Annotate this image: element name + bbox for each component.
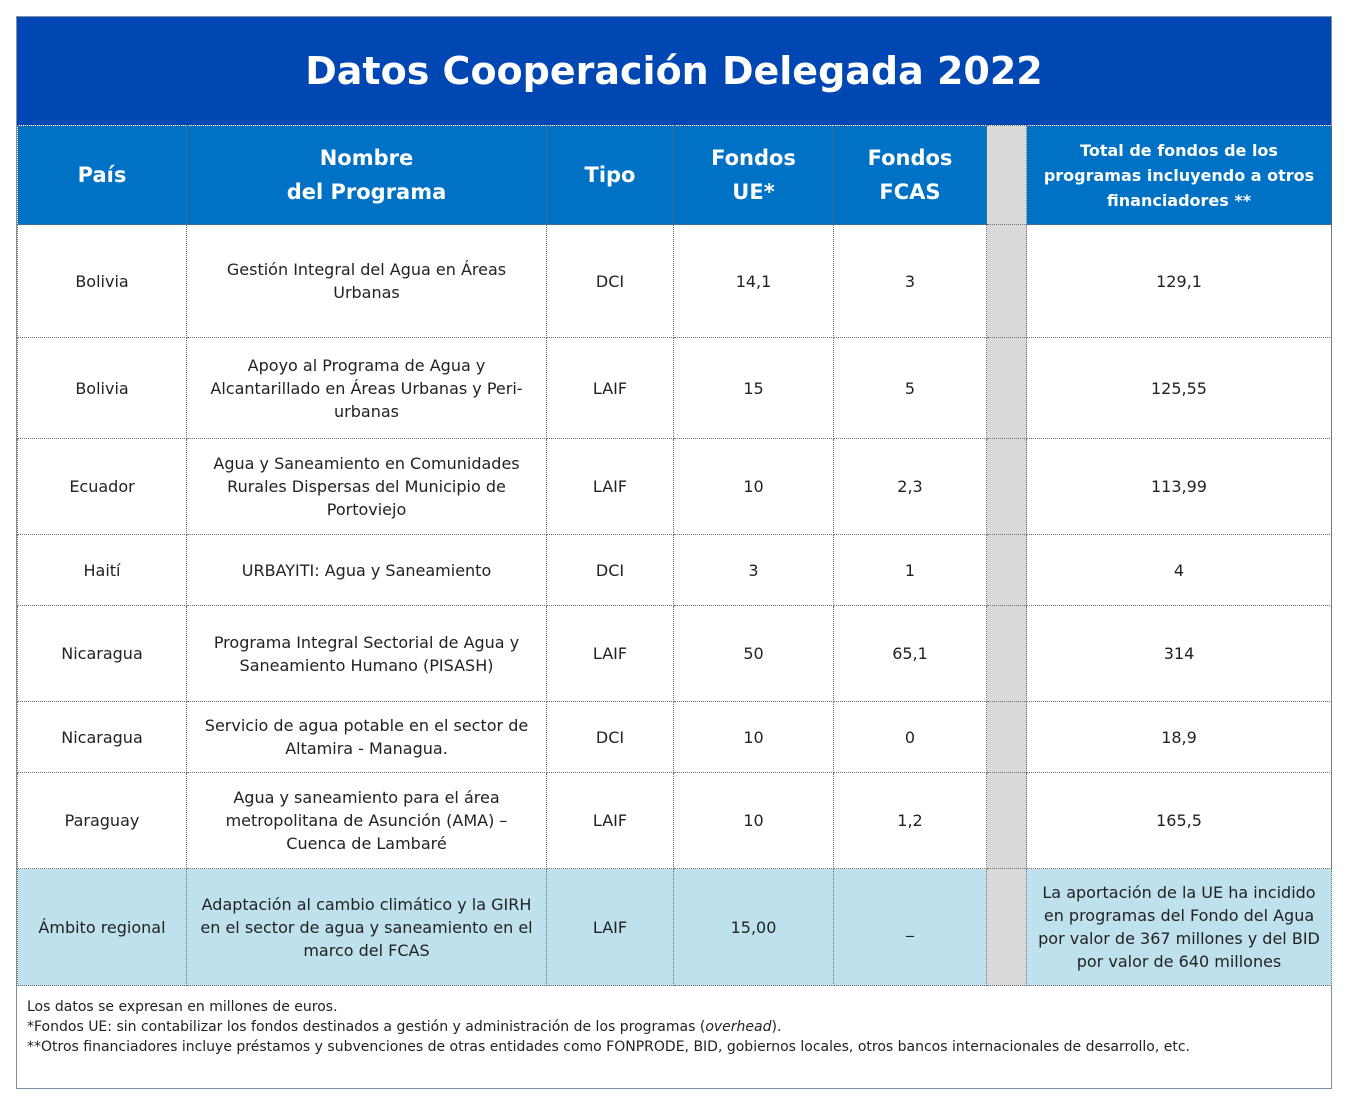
cell-pais: Ecuador	[18, 439, 187, 535]
header-fondos-fcas	[834, 126, 987, 225]
cell-gap	[987, 773, 1027, 869]
cell-programa: Programa Integral Sectorial de Agua y Saneamiento Humano (PISASH)	[187, 606, 547, 702]
table-frame	[16, 16, 1332, 1089]
cell-tipo: LAIF	[547, 773, 674, 869]
cell-pais: Haití	[18, 535, 187, 606]
cell-gap	[987, 338, 1027, 439]
cell-fondos-ue: 14,1	[674, 225, 834, 338]
cell-pais: Nicaragua	[18, 606, 187, 702]
cell-programa: Servicio de agua potable en el sector de Altamira - Managua.	[187, 702, 547, 773]
table-row	[18, 225, 1332, 338]
header-programa-line2: del Programa	[286, 180, 447, 204]
header-fondos-ue-line1: Fondos	[711, 146, 796, 170]
cell-tipo: DCI	[547, 225, 674, 338]
table-row	[18, 535, 1332, 606]
footnotes	[27, 997, 1317, 1057]
cell-pais: Nicaragua	[18, 702, 187, 773]
header-fondos-ue	[674, 126, 834, 225]
cell-fondos-fcas: 1	[834, 535, 987, 606]
table-row-regional	[18, 869, 1332, 986]
cell-pais: Bolivia	[18, 338, 187, 439]
cell-gap	[987, 606, 1027, 702]
cell-fondos-fcas: 2,3	[834, 439, 987, 535]
cell-total: 18,9	[1027, 702, 1332, 773]
cell-fondos-ue: 10	[674, 702, 834, 773]
cell-programa: URBAYITI: Agua y Saneamiento	[187, 535, 547, 606]
header-pais: País	[18, 126, 187, 225]
cell-fondos-fcas: 5	[834, 338, 987, 439]
header-fondos-ue-line2: UE*	[732, 180, 775, 204]
cell-fondos-fcas: 65,1	[834, 606, 987, 702]
cell-tipo: DCI	[547, 702, 674, 773]
header-fondos-fcas-line2: FCAS	[879, 180, 941, 204]
header-programa	[187, 126, 547, 225]
cell-fondos-ue: 10	[674, 773, 834, 869]
cooperation-table	[17, 125, 1332, 986]
footnote-units: Los datos se expresan en millones de euros.	[27, 999, 338, 1015]
cell-programa: Gestión Integral del Agua en Áreas Urbanas	[187, 225, 547, 338]
cell-fondos-fcas: _	[834, 869, 987, 986]
header-total: Total de fondos de los programas incluyendo a otros financiadores **	[1027, 126, 1332, 225]
footnote-fondos-ue-end: ).	[771, 1019, 782, 1035]
footnote-fondos-ue	[27, 1017, 1317, 1037]
cell-programa: Adaptación al cambio climático y la GIRH en el sector de agua y saneamiento en el marco del FCAS	[187, 869, 547, 986]
table-row	[18, 702, 1332, 773]
cell-tipo: DCI	[547, 535, 674, 606]
cell-pais: Paraguay	[18, 773, 187, 869]
cell-tipo: LAIF	[547, 338, 674, 439]
cell-fondos-ue: 15	[674, 338, 834, 439]
cell-total: 4	[1027, 535, 1332, 606]
table-row	[18, 439, 1332, 535]
cell-tipo: LAIF	[547, 439, 674, 535]
cell-fondos-fcas: 0	[834, 702, 987, 773]
table-row	[18, 773, 1332, 869]
table-title: Datos Cooperación Delegada 2022	[17, 17, 1331, 125]
cell-total: 113,99	[1027, 439, 1332, 535]
cell-total: 165,5	[1027, 773, 1332, 869]
cell-gap	[987, 225, 1027, 338]
footnote-overhead-term: overhead	[705, 1019, 772, 1035]
header-gap-column	[987, 126, 1027, 225]
cell-fondos-ue: 50	[674, 606, 834, 702]
cell-pais: Ámbito regional	[18, 869, 187, 986]
cell-gap	[987, 702, 1027, 773]
cell-fondos-ue: 10	[674, 439, 834, 535]
cell-programa: Agua y saneamiento para el área metropolitana de Asunción (AMA) – Cuenca de Lambaré	[187, 773, 547, 869]
cell-tipo: LAIF	[547, 606, 674, 702]
cell-programa: Apoyo al Programa de Agua y Alcantarillado en Áreas Urbanas y Peri-urbanas	[187, 338, 547, 439]
header-tipo: Tipo	[547, 126, 674, 225]
cell-total: 314	[1027, 606, 1332, 702]
cell-fondos-ue: 3	[674, 535, 834, 606]
cell-fondos-ue: 15,00	[674, 869, 834, 986]
table-row	[18, 606, 1332, 702]
header-programa-line1: Nombre	[319, 146, 414, 170]
cell-total: 125,55	[1027, 338, 1332, 439]
cell-programa: Agua y Saneamiento en Comunidades Rurales Dispersas del Municipio de Portoviejo	[187, 439, 547, 535]
table-row	[18, 338, 1332, 439]
cell-pais: Bolivia	[18, 225, 187, 338]
header-fondos-fcas-line1: Fondos	[867, 146, 953, 170]
cell-gap	[987, 535, 1027, 606]
cell-tipo: LAIF	[547, 869, 674, 986]
footnote-fondos-ue-text: *Fondos UE: sin contabilizar los fondos destinados a gestión y administración de los programas (	[27, 1019, 706, 1035]
cell-gap	[987, 869, 1027, 986]
header-row	[18, 126, 1332, 225]
cell-gap	[987, 439, 1027, 535]
cell-fondos-fcas: 1,2	[834, 773, 987, 869]
footnote-otros-financiadores: **Otros financiadores incluye préstamos y subvenciones de otras entidades como FONPRODE, BID, gobiernos locales, otros bancos internacionales de desarrollo, etc.	[27, 1039, 1190, 1055]
cell-total: La aportación de la UE ha incidido en programas del Fondo del Agua por valor de 367 millones y del BID por valor de 640 millones	[1027, 869, 1332, 986]
cell-fondos-fcas: 3	[834, 225, 987, 338]
cell-total: 129,1	[1027, 225, 1332, 338]
